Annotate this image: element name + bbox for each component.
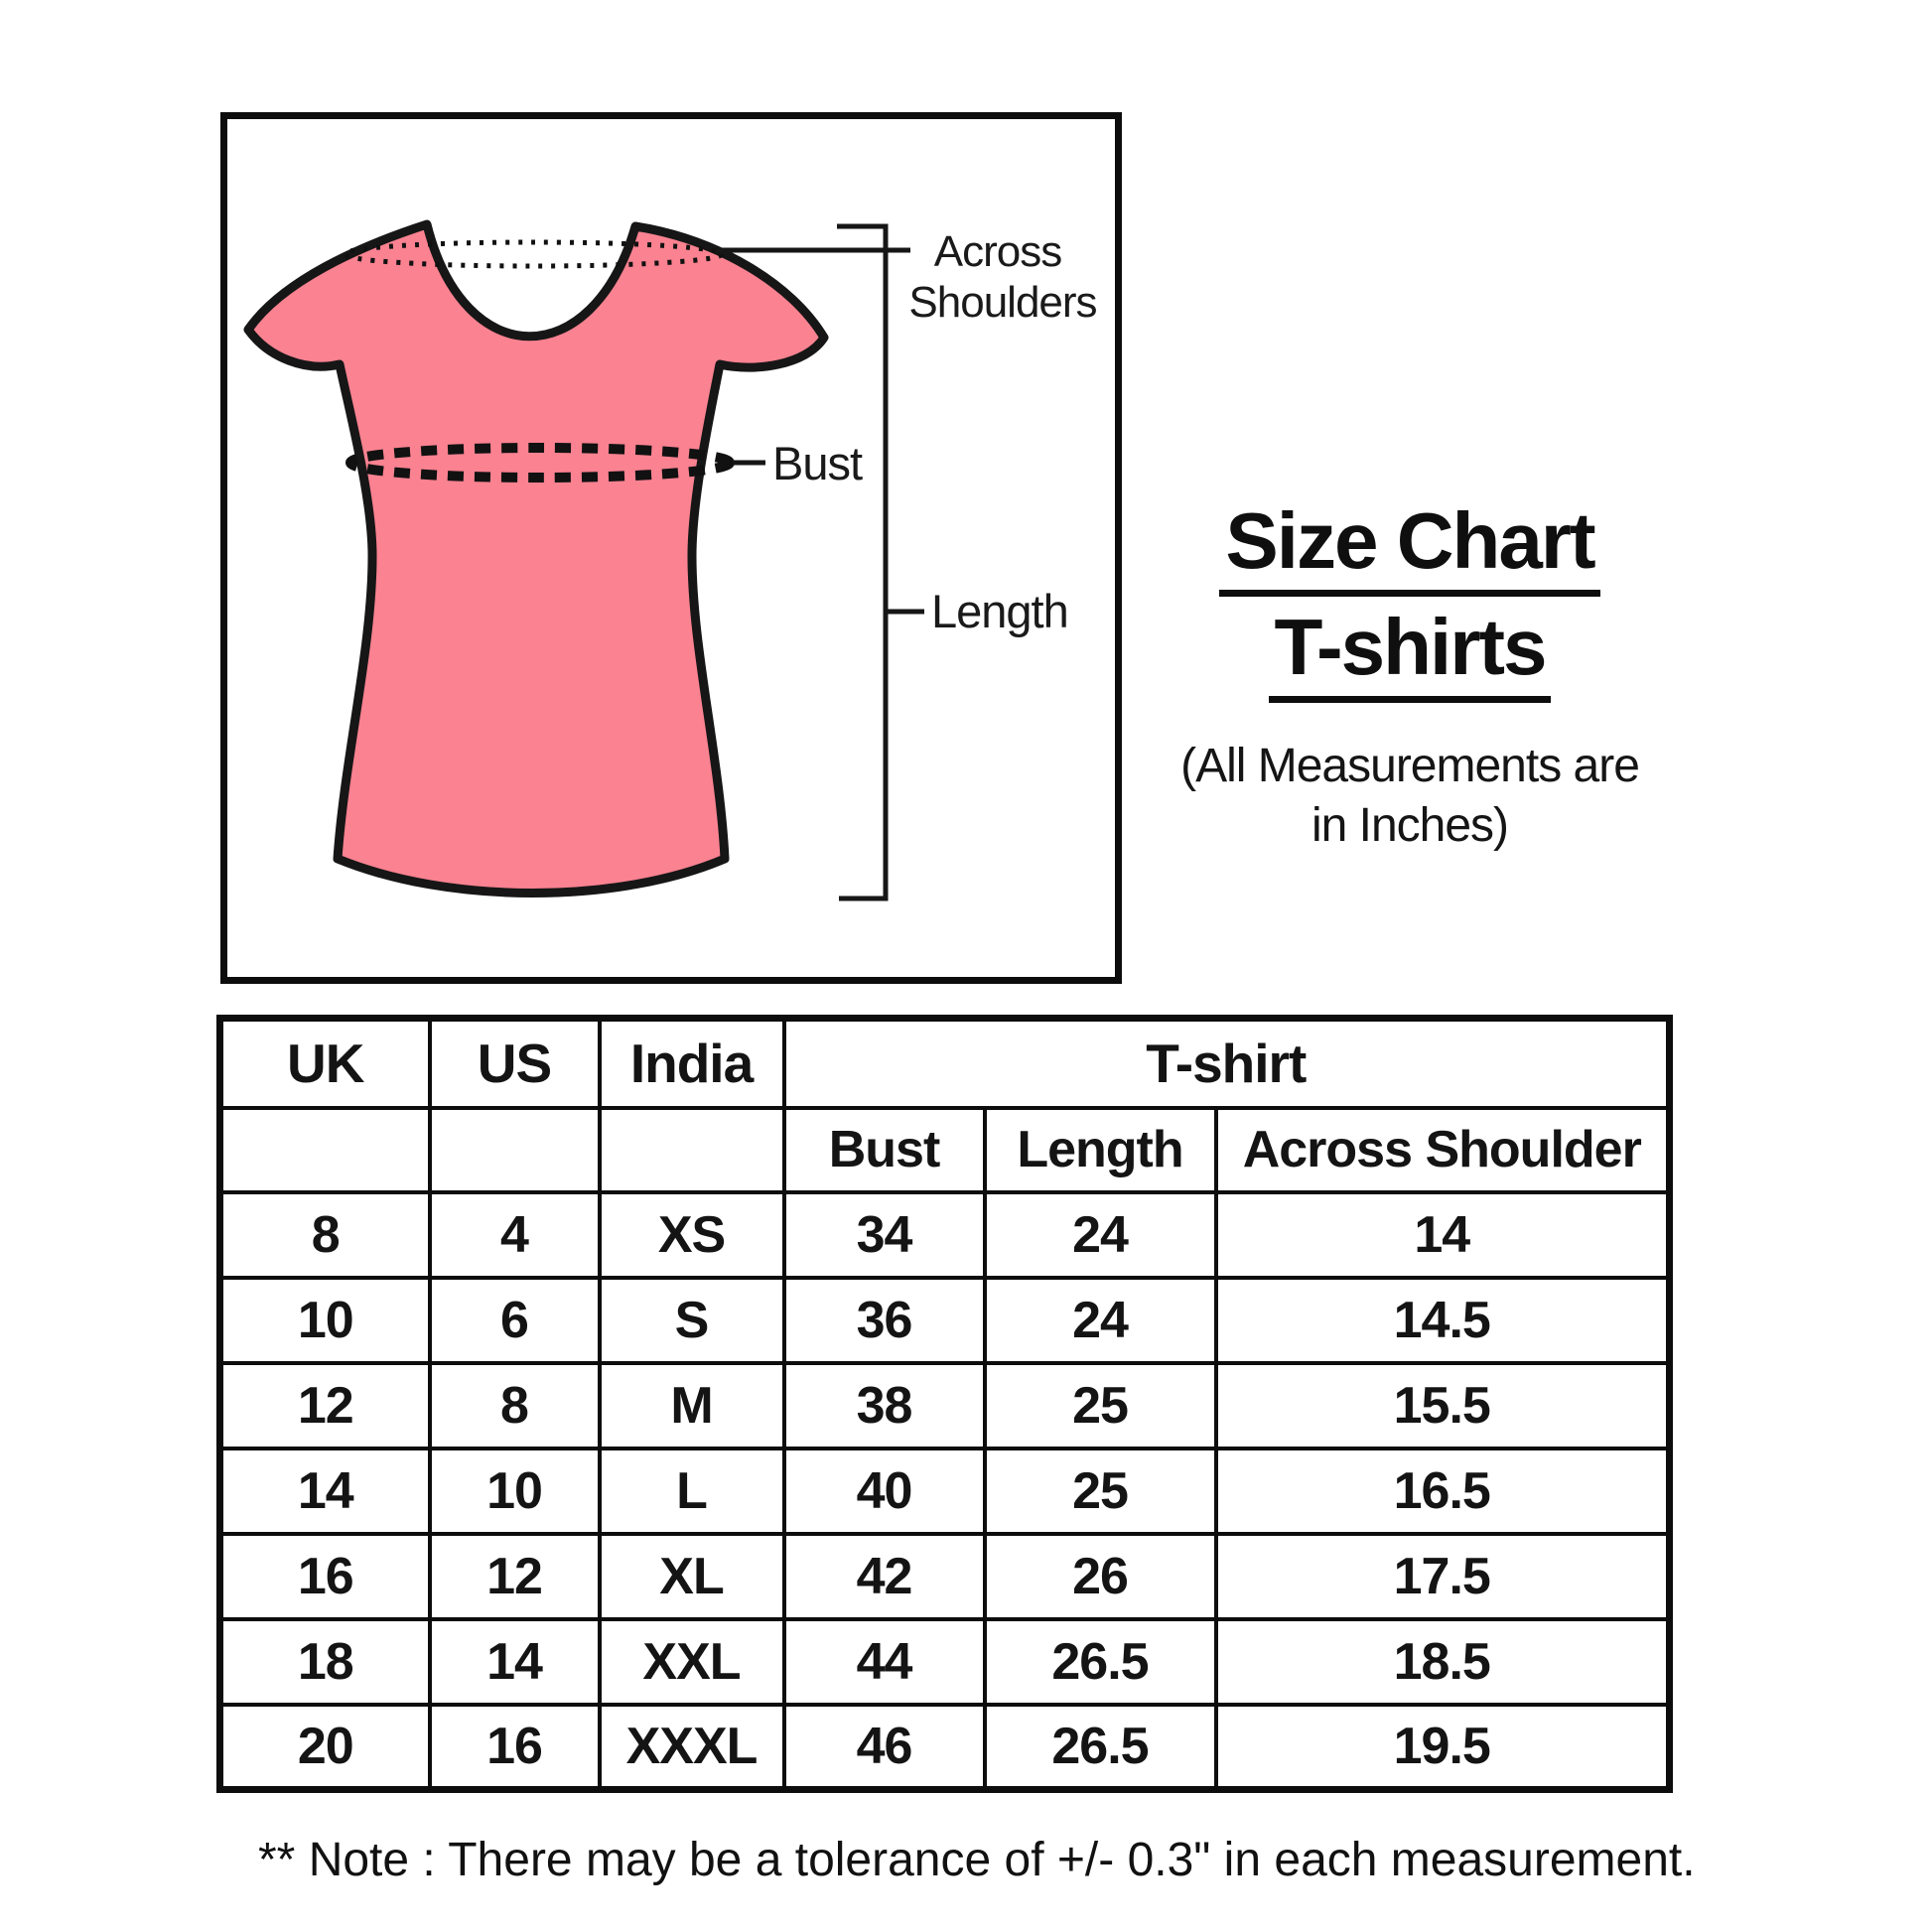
table-cell: 12 [220,1363,430,1449]
across-label-line1: Across [933,227,1062,276]
table-cell: 24 [985,1192,1216,1278]
table-cell: 19.5 [1216,1705,1670,1790]
table-cell: XXL [600,1619,784,1705]
table-cell: M [600,1363,784,1449]
col-header-uk: UK [220,1019,430,1108]
table-cell: 18.5 [1216,1619,1670,1705]
table-cell: 14.5 [1216,1278,1670,1363]
table-cell: 14 [220,1449,430,1534]
across-label-line2: Shoulders [908,278,1097,327]
table-cell: 26 [985,1534,1216,1619]
table-row [220,1534,1670,1619]
table-row [220,1449,1670,1534]
title-block [1112,496,1708,856]
table-cell: 38 [784,1363,985,1449]
table-row [220,1278,1670,1363]
table-cell: 14 [430,1619,600,1705]
subcol-header-bust: Bust [784,1108,985,1192]
length-label: Length [931,585,1068,637]
table-subheader-row [220,1108,1670,1192]
table-cell: 16 [430,1705,600,1790]
table-row [220,1619,1670,1705]
measurement-unit-subtitle [1112,737,1708,856]
table-cell: 6 [430,1278,600,1363]
table-cell: 34 [784,1192,985,1278]
empty-cell [600,1108,784,1192]
table-cell: 42 [784,1534,985,1619]
table-cell: 36 [784,1278,985,1363]
table-row [220,1363,1670,1449]
size-table [216,1015,1673,1793]
subtitle-line1: (All Measurements are [1180,740,1639,792]
table-cell: 12 [430,1534,600,1619]
table-cell: 26.5 [985,1619,1216,1705]
table-cell: 8 [430,1363,600,1449]
table-cell: 17.5 [1216,1534,1670,1619]
table-cell: 4 [430,1192,600,1278]
table-cell: XS [600,1192,784,1278]
bust-label: Bust [772,437,863,489]
col-header-us: US [430,1019,600,1108]
table-cell: 24 [985,1278,1216,1363]
table-cell: XXXL [600,1705,784,1790]
table-header-row [220,1019,1670,1108]
size-table-body [220,1192,1670,1790]
table-cell: 46 [784,1705,985,1790]
table-cell: 10 [430,1449,600,1534]
page-title-line1-wrap [1112,496,1708,597]
table-cell: 16 [220,1534,430,1619]
col-header-tshirt: T-shirt [784,1019,1670,1108]
table-cell: 16.5 [1216,1449,1670,1534]
table-cell: 44 [784,1619,985,1705]
table-cell: 18 [220,1619,430,1705]
table-cell: L [600,1449,784,1534]
table-cell: S [600,1278,784,1363]
page-title-line1: Size Chart [1219,501,1599,597]
tshirt-measurement-diagram [220,112,1122,984]
table-cell: 20 [220,1705,430,1790]
table-cell: 25 [985,1449,1216,1534]
subtitle-line2: in Inches) [1311,799,1509,852]
empty-cell [430,1108,600,1192]
page-title-line2: T-shirts [1269,608,1552,703]
table-cell: 8 [220,1192,430,1278]
empty-cell [220,1108,430,1192]
table-cell: 14 [1216,1192,1670,1278]
subcol-header-across-shoulder: Across Shoulder [1216,1108,1670,1192]
table-cell: 26.5 [985,1705,1216,1790]
table-row [220,1192,1670,1278]
subcol-header-length: Length [985,1108,1216,1192]
table-row [220,1705,1670,1790]
page-title-line2-wrap [1112,603,1708,703]
table-cell: 25 [985,1363,1216,1449]
tolerance-note: ** Note : There may be a tolerance of +/- 0.3" in each measurement. [258,1834,1696,1886]
col-header-india: India [600,1019,784,1108]
table-cell: 15.5 [1216,1363,1670,1449]
table-cell: 40 [784,1449,985,1534]
table-cell: 10 [220,1278,430,1363]
table-cell: XL [600,1534,784,1619]
